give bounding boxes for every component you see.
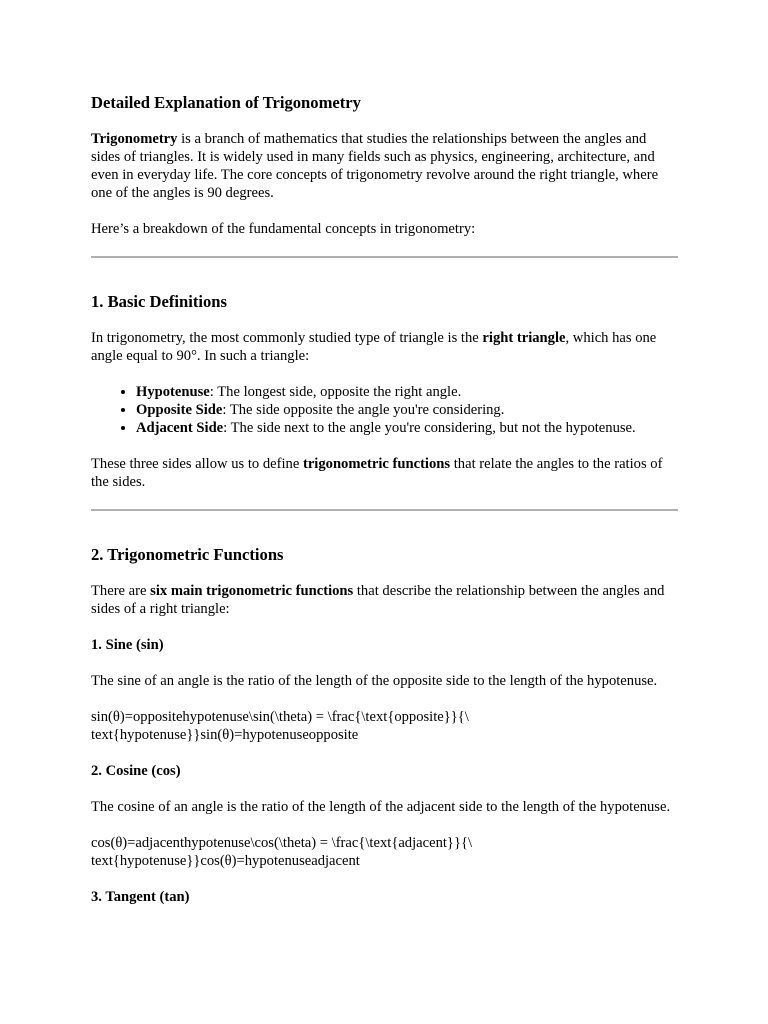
- list-item: [136, 419, 678, 437]
- list-item: [136, 383, 678, 401]
- text-run: that describe the relationship between the angles and sides of a right triangle:: [91, 583, 665, 617]
- section-heading-trig-functions: 2. Trigonometric Functions: [91, 545, 284, 564]
- intro-term: Trigonometry: [91, 131, 178, 147]
- sine-formula: sin(θ)=oppositehypotenuse\sin(\theta) = \frac{\text{opposite}}{\ text{hypotenuse}}sin(θ)=hypotenuseopposite: [91, 709, 469, 743]
- list-item: [136, 401, 678, 419]
- section-heading-basic-definitions: 1. Basic Definitions: [91, 292, 227, 311]
- divider: [91, 256, 678, 258]
- subheading-cosine: 2. Cosine (cos): [91, 763, 181, 779]
- divider: [91, 509, 678, 511]
- page-title: Detailed Explanation of Trigonometry: [91, 93, 361, 112]
- trig-functions-paragraph: [91, 582, 678, 618]
- intro-text: is a branch of mathematics that studies the relationships between the angles and sides of triangles. It is widely used in many fields such as physics, engineering, architecture, and even in everyday life. The core concepts of trigonometry revolve around the right triangle, where one of the angles is 90 degrees.: [91, 131, 659, 201]
- subheading-tangent: 3. Tangent (tan): [91, 889, 190, 905]
- list-item-term: Opposite Side: [136, 402, 223, 418]
- breakdown-paragraph: Here’s a breakdown of the fundamental concepts in trigonometry:: [91, 221, 476, 237]
- text-run: that relate the angles to the ratios of the sides.: [91, 456, 663, 490]
- list-item-term: Hypotenuse: [136, 384, 210, 400]
- list-item-text: : The side opposite the angle you're considering.: [222, 402, 505, 418]
- triangle-sides-list: [91, 383, 678, 437]
- subheading-sine: 1. Sine (sin): [91, 637, 164, 653]
- list-item-text: : The longest side, opposite the right angle.: [209, 384, 462, 400]
- intro-paragraph: [91, 130, 678, 202]
- bold-term: six main trigonometric functions: [150, 583, 354, 599]
- bold-term: right triangle: [482, 330, 566, 346]
- cosine-formula: cos(θ)=adjacenthypotenuse\cos(\theta) = \frac{\text{adjacent}}{\ text{hypotenuse}}cos(θ)=hypotenuseadjacent: [91, 835, 473, 869]
- basic-definitions-paragraph: [91, 329, 678, 365]
- text-run: In trigonometry, the most commonly studied type of triangle is the: [91, 330, 483, 346]
- text-run: These three sides allow us to define: [91, 456, 303, 472]
- sides-summary-paragraph: [91, 455, 678, 491]
- list-item-term: Adjacent Side: [136, 420, 224, 436]
- bold-term: trigonometric functions: [302, 456, 451, 472]
- list-item-text: : The side next to the angle you're considering, but not the hypotenuse.: [223, 420, 636, 436]
- cosine-description: The cosine of an angle is the ratio of the length of the adjacent side to the length of the hypotenuse.: [91, 799, 671, 815]
- text-run: , which has one angle equal to 90°. In such a triangle:: [91, 330, 657, 364]
- sine-description: The sine of an angle is the ratio of the length of the opposite side to the length of the hypotenuse.: [91, 673, 658, 689]
- text-run: There are: [91, 583, 151, 599]
- document-page: [91, 92, 678, 924]
